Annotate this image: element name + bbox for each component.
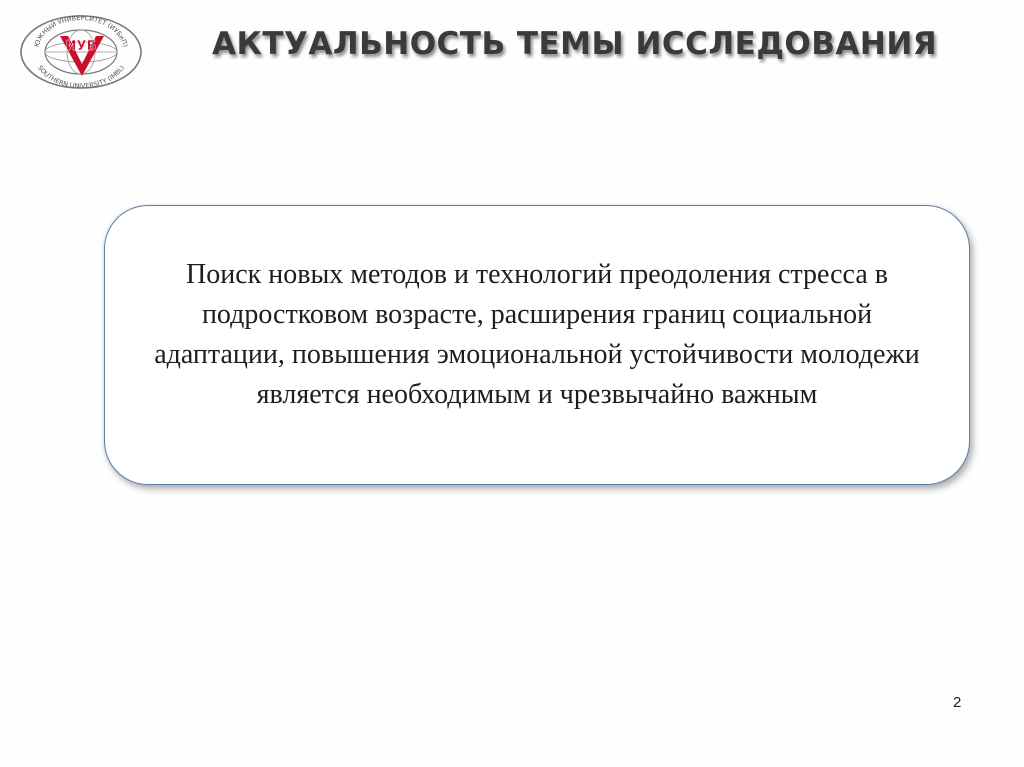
svg-text:ИУБ: ИУБ	[65, 39, 97, 54]
slide-title: АКТУАЛЬНОСТЬ ТЕМЫ ИССЛЕДОВАНИЯ	[212, 26, 938, 62]
content-box	[104, 205, 970, 485]
svg-text:SOUTHERN UNIVERSITY (IMBL): SOUTHERN UNIVERSITY (IMBL)	[35, 63, 127, 90]
university-logo	[16, 10, 146, 90]
university-seal-icon	[16, 10, 146, 90]
svg-text:ЮЖНЫЙ УНИВЕРСИТЕТ (ИУБиП): ЮЖНЫЙ УНИВЕРСИТЕТ (ИУБиП)	[32, 13, 130, 49]
page-number: 2	[953, 694, 962, 711]
content-text: Поиск новых методов и технологий преодоления стресса в подростковом возрасте, расширения границ социальной адаптации, повышения эмоциональной устойчивости молодежи является необходимым и чрезвычайно важным	[154, 259, 920, 410]
